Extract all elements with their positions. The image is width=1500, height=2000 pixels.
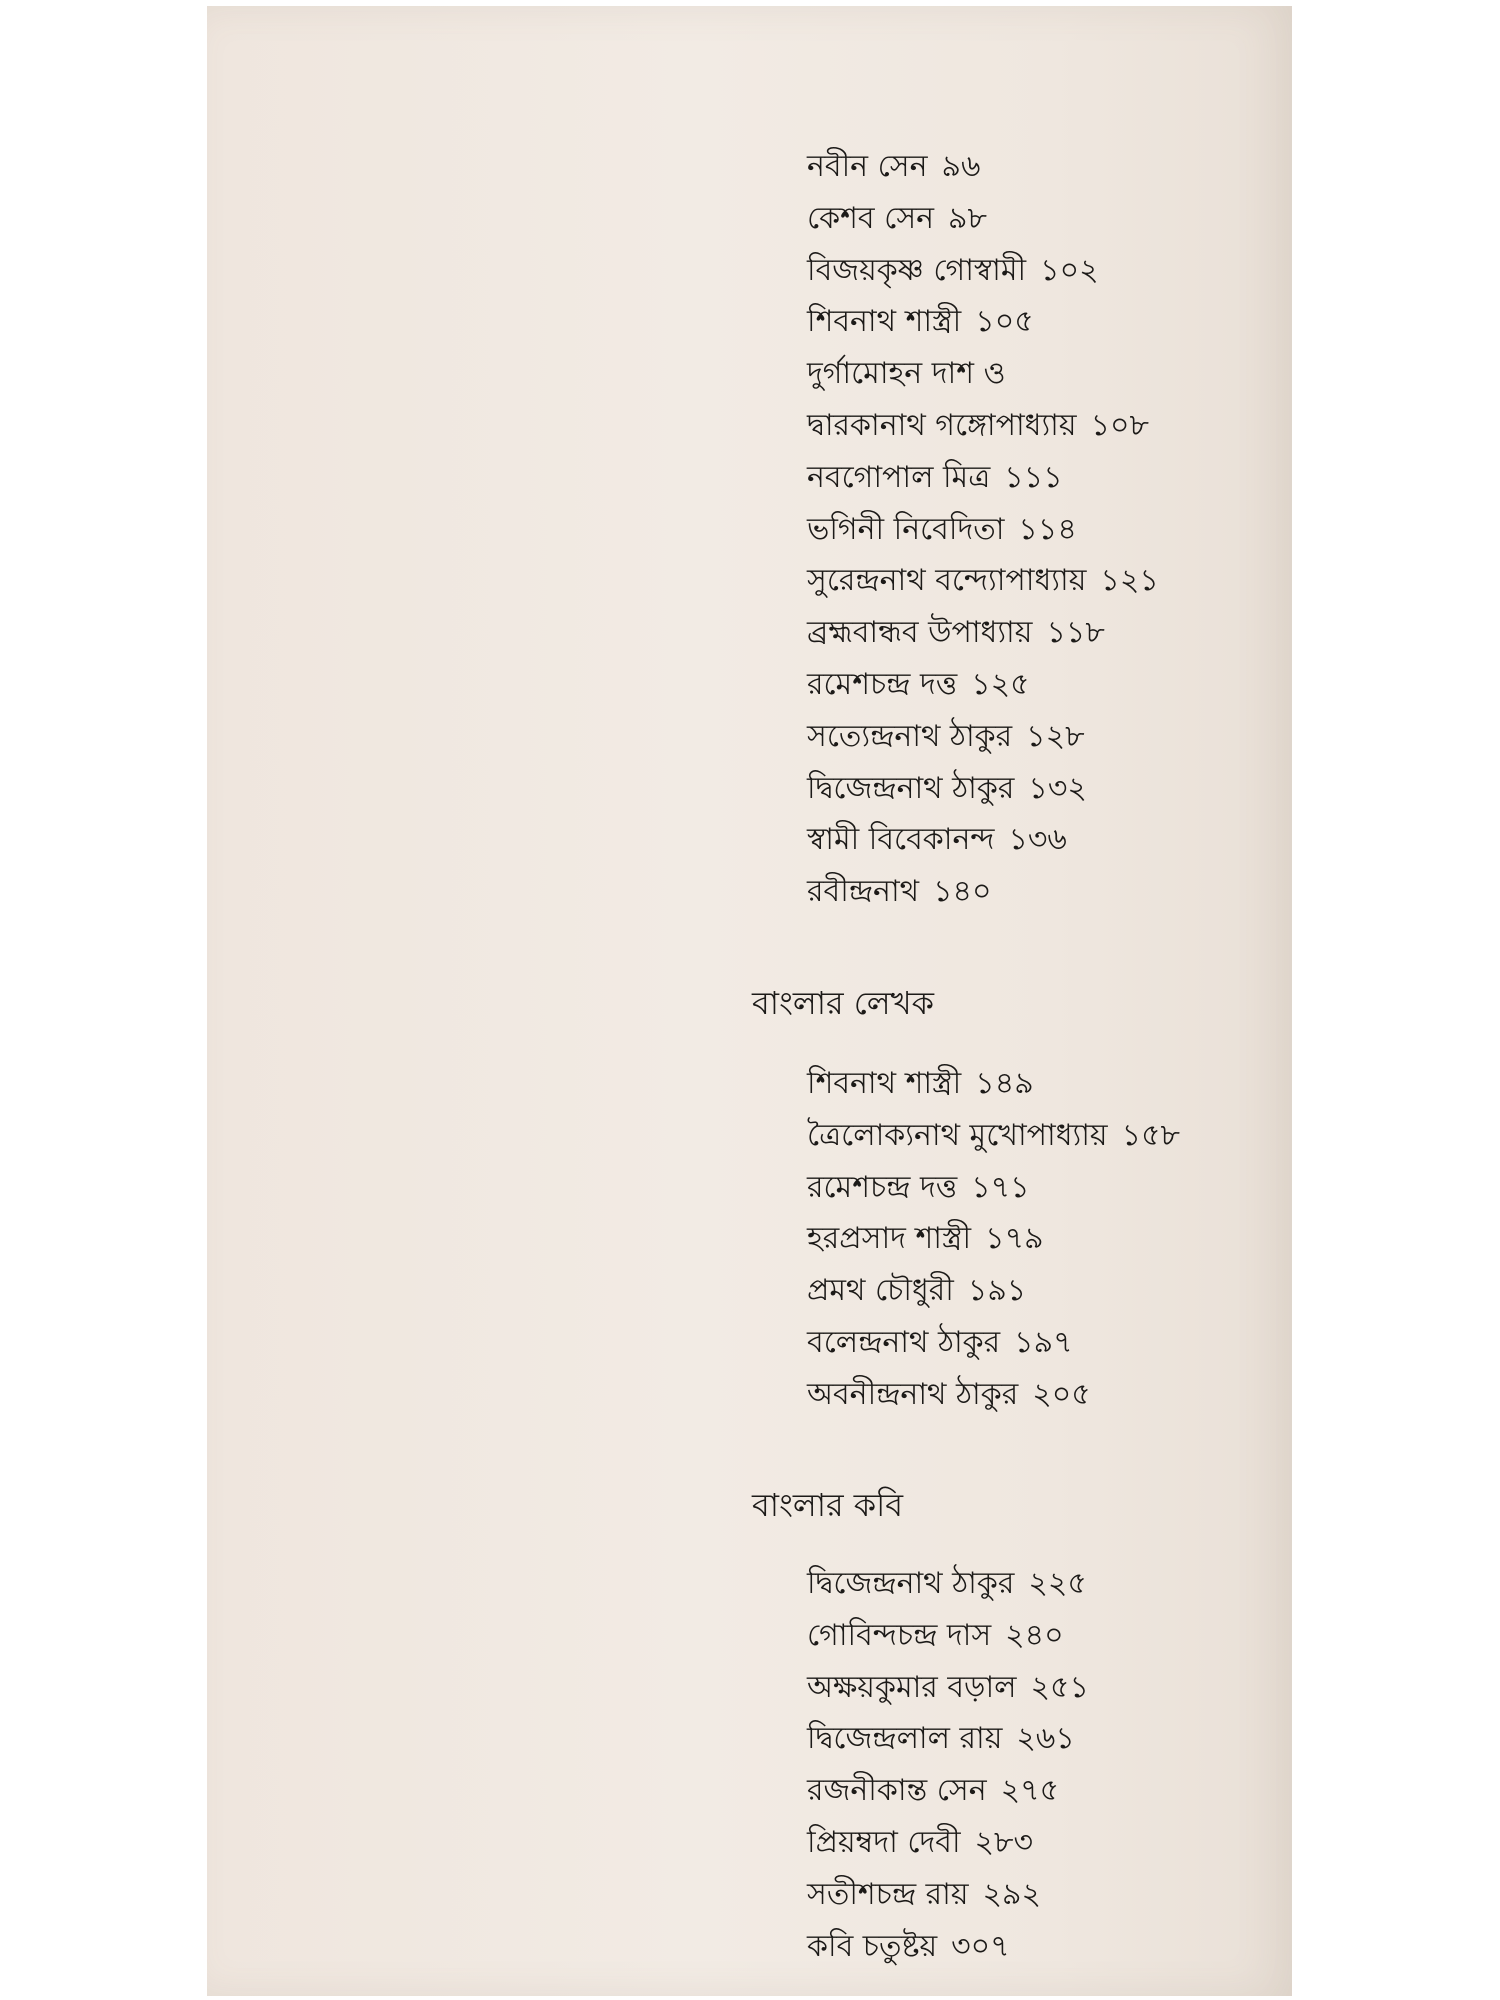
toc-entry [807, 763, 1159, 815]
toc-entry [807, 245, 1159, 297]
toc-entry [807, 141, 1159, 193]
toc-entry-name: বলেন্দ্রনাথ ঠাকুর [807, 1324, 1001, 1360]
toc-entry-page: ১৪৯ [975, 1066, 1034, 1101]
toc-entry [807, 1713, 1089, 1765]
toc-entry-page: ২৫১ [1030, 1669, 1089, 1705]
toc-entry-page: ২৮৩ [974, 1824, 1034, 1860]
toc-entry [807, 452, 1159, 504]
toc-entry-page: ১৭৯ [985, 1221, 1044, 1257]
toc-entry [807, 1765, 1089, 1817]
contents-list-main [807, 141, 1159, 918]
toc-entry-page: ১০৮ [1090, 407, 1150, 443]
toc-entry-name: রমেশচন্দ্র দত্ত [807, 1169, 958, 1205]
book-page [207, 6, 1292, 1996]
toc-entry-name: বিজয়কৃষ্ণ গোস্বামী [807, 252, 1027, 288]
toc-entry-page: ১৪০ [933, 874, 992, 910]
toc-entry [807, 1610, 1089, 1662]
toc-entry-page: ২৬১ [1016, 1721, 1075, 1757]
toc-entry-page: ১২৫ [971, 666, 1030, 702]
toc-entry-name: নবগোপাল মিত্র [807, 459, 991, 495]
toc-entry [807, 348, 1159, 400]
toc-entry-name: স্বামী বিবেকানন্দ [807, 822, 995, 858]
toc-entry-page: ১১১ [1004, 459, 1063, 495]
toc-entry-page: ১২১ [1100, 563, 1159, 599]
toc-entry [807, 504, 1159, 556]
toc-entry-page: ১৩৬ [1008, 822, 1067, 858]
toc-entry [807, 193, 1159, 245]
toc-entry [807, 400, 1159, 452]
toc-entry-page: ১০২ [1040, 252, 1099, 288]
toc-entry [807, 1162, 1180, 1214]
toc-entry [807, 1317, 1180, 1369]
toc-entry [807, 814, 1159, 866]
toc-entry-name: নবীন সেন [807, 149, 928, 184]
toc-entry-page: ২৭৫ [1000, 1773, 1060, 1809]
toc-entry-name: দ্বারকানাথ গঙ্গোপাধ্যায় [807, 407, 1077, 443]
section-title-writers: বাংলার লেখক [752, 984, 934, 1022]
toc-entry-name: দুর্গামোহন দাশ ও [807, 356, 1006, 392]
toc-entry-page: ৯৮ [948, 200, 987, 236]
toc-entry-page: ১৩২ [1028, 770, 1087, 806]
toc-entry [807, 1817, 1089, 1869]
toc-entry [807, 1558, 1089, 1610]
contents-list-writers [807, 1058, 1180, 1421]
toc-entry-page: ১০৫ [975, 304, 1034, 340]
contents-list-poets [807, 1558, 1089, 1972]
toc-entry-page: ১৫৮ [1121, 1117, 1181, 1153]
toc-entry-name: সুরেন্দ্রনাথ বন্দ্যোপাধ্যায় [807, 563, 1087, 599]
toc-entry [807, 1265, 1180, 1317]
toc-entry-name: রজনীকান্ত সেন [807, 1773, 987, 1809]
section-title-poets: বাংলার কবি [752, 1486, 904, 1524]
toc-entry-page: ২৪০ [1005, 1617, 1064, 1653]
toc-entry-page: ১৭১ [971, 1169, 1030, 1205]
toc-entry-name: ত্রৈলোক্যনাথ মুখোপাধ্যায় [807, 1117, 1108, 1153]
toc-entry-name: শিবনাথ শাস্ত্রী [807, 1066, 962, 1101]
toc-entry-name: কেশব সেন [807, 200, 935, 236]
toc-entry-name: দ্বিজেন্দ্রনাথ ঠাকুর [807, 1566, 1015, 1601]
toc-entry-page: ১২৮ [1026, 718, 1085, 754]
toc-entry [807, 1369, 1180, 1421]
toc-entry-name: দ্বিজেন্দ্রলাল রায় [807, 1721, 1003, 1757]
toc-entry [807, 711, 1159, 763]
toc-entry-name: প্রিয়ম্বদা দেবী [807, 1824, 961, 1860]
toc-entry-page: ২০৫ [1032, 1376, 1091, 1412]
toc-entry [807, 607, 1159, 659]
toc-entry [807, 1058, 1180, 1110]
toc-entry-page: ৯৬ [941, 149, 981, 184]
toc-entry-name: ভগিনী নিবেদিতা [807, 511, 1005, 547]
toc-entry [807, 296, 1159, 348]
toc-entry-name: রমেশচন্দ্র দত্ত [807, 666, 958, 702]
toc-entry-name: প্রমথ চৌধুরী [807, 1273, 954, 1309]
toc-entry-page: ১৯৭ [1014, 1324, 1073, 1360]
toc-entry-name: গোবিন্দচন্দ্র দাস [807, 1617, 992, 1653]
toc-entry-name: কবি চতুষ্টয় [807, 1928, 938, 1964]
toc-entry [807, 1869, 1089, 1921]
toc-entry [807, 659, 1159, 711]
toc-entry-page: ২৯২ [982, 1876, 1042, 1912]
toc-entry [807, 866, 1159, 918]
toc-entry-name: ব্রহ্মবান্ধব উপাধ্যায় [807, 615, 1033, 651]
toc-entry-page: ৩০৭ [951, 1928, 1010, 1964]
toc-entry-page: ১১৪ [1018, 511, 1077, 547]
toc-entry [807, 1662, 1089, 1714]
toc-entry-name: রবীন্দ্রনাথ [807, 874, 920, 910]
toc-entry-name: দ্বিজেন্দ্রনাথ ঠাকুর [807, 770, 1015, 806]
toc-entry [807, 1213, 1180, 1265]
toc-entry-name: অক্ষয়কুমার বড়াল [807, 1669, 1017, 1705]
toc-entry-page: ১৯১ [967, 1273, 1027, 1309]
toc-entry-name: অবনীন্দ্রনাথ ঠাকুর [807, 1376, 1019, 1412]
toc-entry [807, 555, 1159, 607]
toc-entry-name: সত্যেন্দ্রনাথ ঠাকুর [807, 718, 1013, 754]
toc-entry-name: সতীশচন্দ্র রায় [807, 1876, 969, 1912]
toc-entry [807, 1921, 1089, 1973]
toc-entry-page: ২২৫ [1028, 1566, 1087, 1601]
toc-entry-page: ১১৮ [1046, 615, 1105, 651]
toc-entry [807, 1110, 1180, 1162]
toc-entry-name: হরপ্রসাদ শাস্ত্রী [807, 1221, 972, 1257]
toc-entry-name: শিবনাথ শাস্ত্রী [807, 304, 962, 340]
